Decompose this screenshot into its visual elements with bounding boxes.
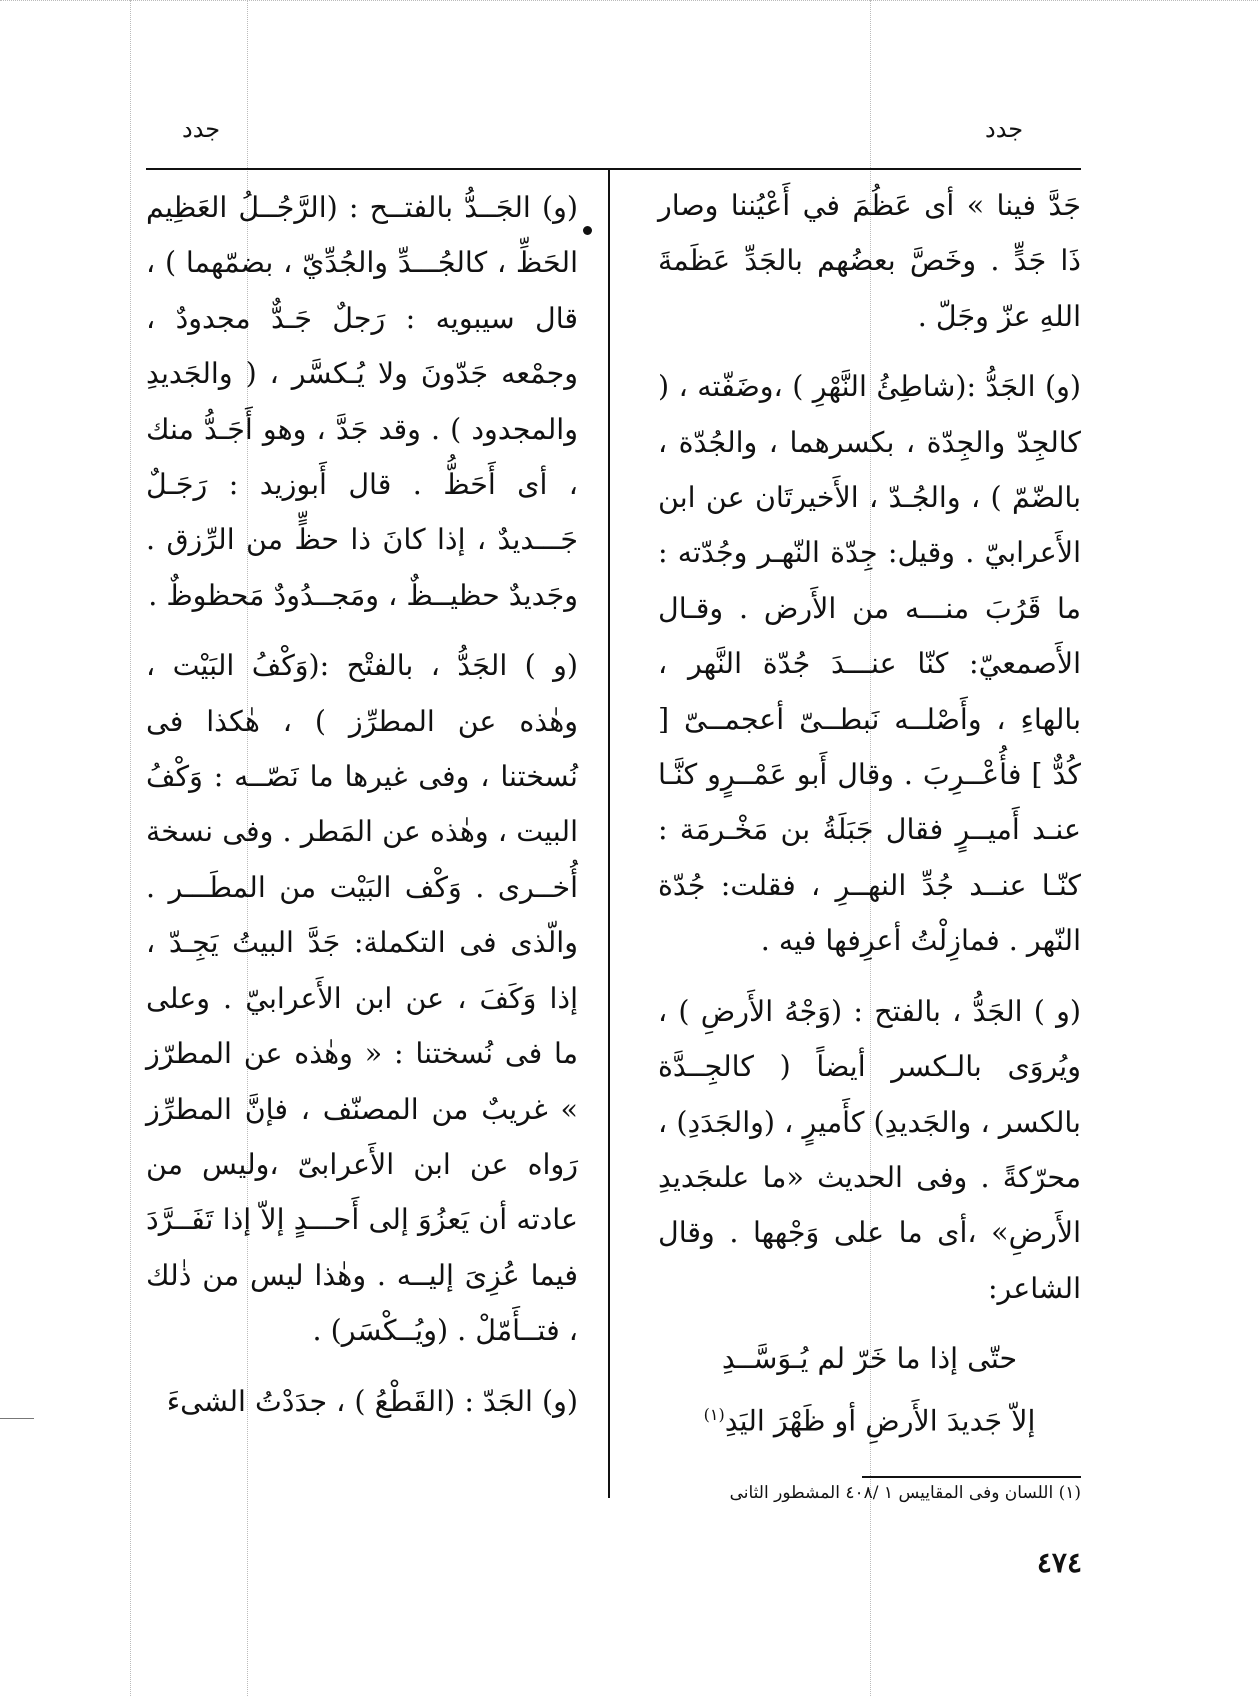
page-number: ٤٧٤	[1036, 1546, 1082, 1579]
entry-paragraph: (و) الجَــدُّ بالفتــح : (الرَّجُــلُ العَظِيم الحَظِّ ، كالجُـــدِّ والجُدِّيّ ، بضمّهما ) ، قال سيبويه : رَجلٌ جَـدٌّ مجدودٌ ، وجمْعه جَدّونَ ولا يُـكسَّر ، ( والجَديدِ والمجدود ) . وقد جَدَّ ، وهو أَجَـدُّ منك ، أى أَحَظُّ . قال أَبوزيد : رَجَـلٌ جَـــديدٌ ، إذا كانَ ذا حظٍّ من الرِّزق . وجَديدٌ حظيــظٌ ، ومَجــدُودٌ مَحظوظٌ .	[146, 191, 578, 612]
column-divider	[608, 168, 610, 1498]
scan-guide-line	[130, 0, 131, 1696]
entry-paragraph: جَدَّ فينا » أى عَظُمَ في أَعْيُننا وصار ذَا جَدٍّ . وخَصَّ بعضُهم بالجَدِّ عَظَمةَ اللهِ عزّ وجَلّ .	[658, 189, 1081, 333]
poem-verse-2	[658, 1387, 1081, 1449]
footnote-marker: (١)	[703, 1404, 725, 1424]
right-column	[658, 178, 1081, 1448]
poem-verse-2-text: إلاّ جَديدَ الأَرضِ أو ظَهْرَ اليَدِ	[724, 1404, 1036, 1438]
poem-verse-1: حتّى إذا ما خَرّ لم يُـوَسَّــدِ	[721, 1342, 1018, 1376]
footnote: (١) اللسان وفى المقاييس ١ /٤٠٨ المشطور الثانى	[729, 1483, 1081, 1503]
footnote-rule	[862, 1476, 1081, 1478]
entry-paragraph: (و) الجَدّ : (القَطْعُ ) ، جدَدْتُ الشىءَ	[166, 1384, 578, 1418]
left-column	[146, 180, 578, 1444]
running-head-left: جدد	[182, 115, 221, 143]
entry-paragraph: (و ) الجَدُّ ، بالفتح : (وَجْهُ الأَرضِ ) ، ويُروَى بالـكسر أيضاً ( كالجِــدَّة بالكسر ، والجَديدِ) كأَميرٍ ، (والجَدَدِ) ، محرّكةً . وفى الحديث «ما علىجَديدِ الأَرضِ» ،أى ما على وَجْهها . وقال الشاعر:	[658, 994, 1081, 1305]
entry-paragraph: (و ) الجَدُّ ، بالفتْح :(وَكْفُ البَيْت ، وهٰذه عن المطرِّز ) ، هٰكذا فى نُسختنا ، وفى غيرها ما نَصّــه : وَكْفُ البيت ، وهٰذه عن المَطر . وفى نسخة أُخــرى . وَكْف البَيْت من المطَـــر . والّذى فى التكملة: جَدَّ البيتُ يَجِـدّ ، إذا وَكَفَ ، عن ابن الأَعرابيّ . وعلى ما فى نُسختنا : « وهٰذه عن المطرّز » غريبٌ من المصنّف ، فإنَّ المطرِّز رَواه عن ابن الأَعرابىّ ،وليس من عادته أن يَعزُوَ إلى أَحـــدٍ إلاّ إذا تَفَــرَّدَ فيما عُزِىَ إليــه . وهٰذا ليس من ذٰلك ، فتــأَمّلْ . (ويُــكْسَر) .	[146, 649, 578, 1348]
margin-dot	[583, 226, 592, 235]
margin-mark	[0, 1418, 34, 1419]
header-rule	[146, 168, 1081, 170]
scan-guide-line	[0, 0, 1258, 1]
running-head-right: جدد	[985, 115, 1024, 143]
entry-paragraph: (و) الجَدُّ :(شاطِئُ النَّهْرِ ) ،وضَفّته ، ( كالجِدّ والجِدّة ، بكسرهما ، والجُدّة ، بالضّمّ ) ، والجُـدّ ، الأَخيرتَان عن ابن الأَعرابيّ . وقيل: جِدّة النّهـر وجُدّته : ما قَرُبَ منـــه من الأَرض . وقـال الأَصمعيّ: كنّا عنـــدَ جُدّة النَّهر ، بالهاءِ ، وأَصْلــه نَبطــىّ أعجمــىّ [ كُدٌّ ] فأُعْــرِبَ . وقال أَبو عَمْــرٍو كنَّـا عنـد أَميــرٍ فقال جَبَلَةُ بن مَخْـرمَة : كنّـا عنــد جُدِّ النهــرِ ، فقلت: جُدّة النّهر . فمازِلْتُ أعرِفها فيه .	[658, 370, 1081, 958]
